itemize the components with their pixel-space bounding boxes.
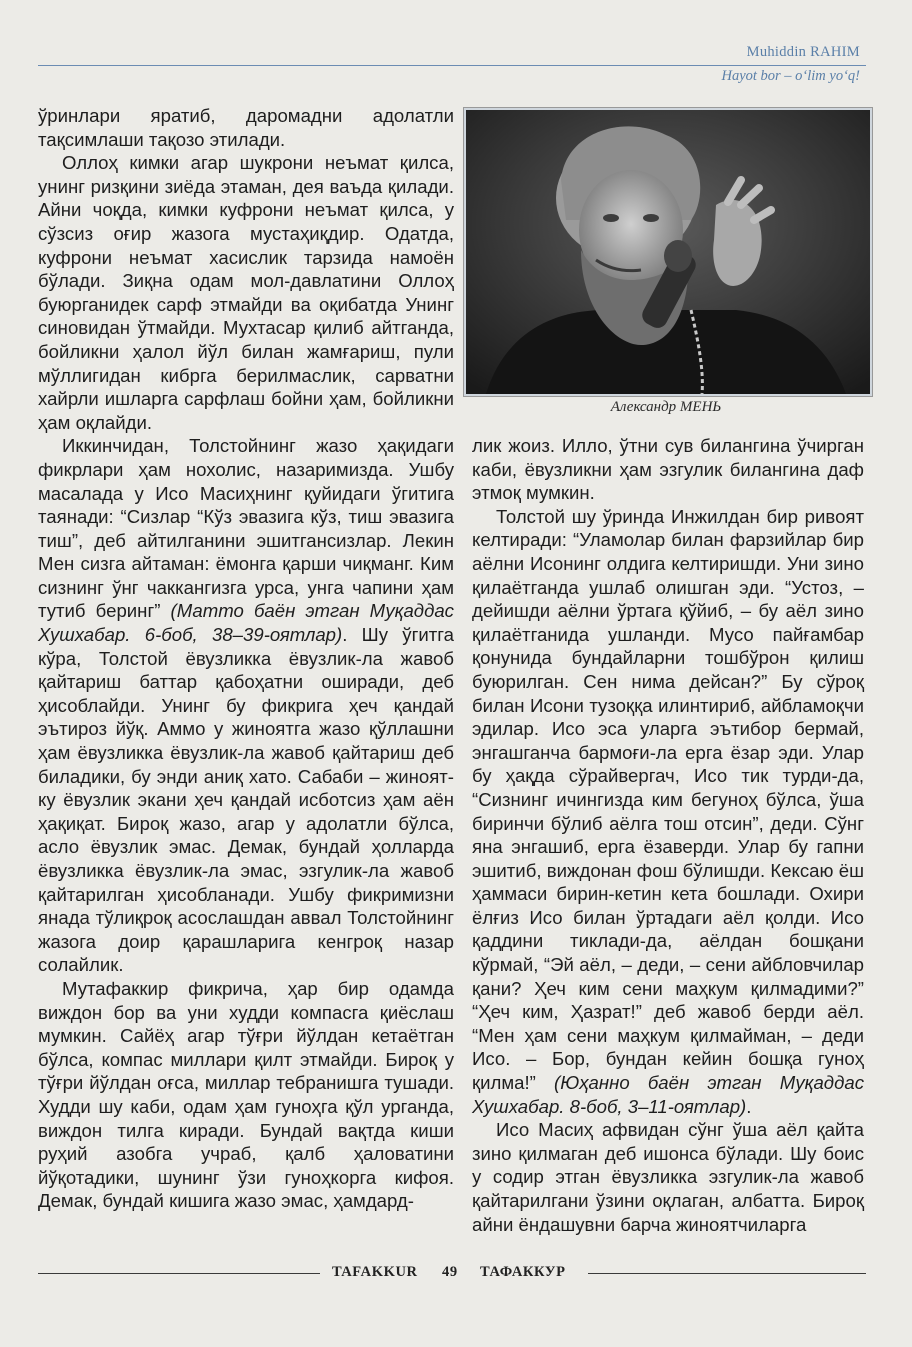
paragraph: ўринлари яратиб, даромадни адолатли тақсимлаши тақозо этилади.: [38, 105, 454, 150]
footer-rule-right: [588, 1273, 866, 1274]
portrait-photo: [464, 108, 872, 396]
header-subtitle: Hayot bor – o‘lim yo‘q!: [721, 68, 860, 84]
footer-journal-cyrillic: ТАФАККУР: [480, 1264, 566, 1280]
citation: (Юҳанно баён этган Муқаддас Хушхабар. 8-боб, 3–11-оятлар): [472, 1072, 864, 1117]
paragraph: лик жоиз. Илло, ўтни сув билангина ўчирган каби, ёвузликни ҳам эзгулик билангина даф этмоқ мумкин.: [472, 435, 864, 504]
paragraph: Толстой шу ўринда Инжилдан бир ривоят келтиради: “Уламолар билан фарзийлар бир аёлни Исонинг олдига келтиришди. Уни зино қилаётганда ушлаб олишган эди. “Устоз, – дейишди аёлни ўртага қўйиб, – бу аёл зино қилаётганида ушланди. Мусо пайғамбар қонунида бундайларни тошбўрон қилиш буюрилган. Сен нима дейсан?” Бу сўроқ билан Исони тузоққа илинтириб, айбламоқчи эдилар. Исо эса уларга эътибор бермай, энгашганча бармоғи-ла ерга ёзар эди. Улар бу ҳақда сўрайвергач, Исо тик турди-да, “Сизнинг ичингизда ким бегуноҳ бўлса, ўша биринчи бўлиб аёлга тош отсин”, деди. Сўнг яна энгашиб, ерга ёзаверди. Улар бу гапни эшитиб, виждонан фош бўлишди. Кексаю ёш ҳаммаси бирин-кетин кета бошлади. Охири ёлғиз Исо билан ўртадаги аёл қолди. Исо қаддини тиклади-да, аёлдан бошқани кўрмай, “Эй аёл, – деди, – сени айбловчилар қани? Ҳеч ким сени маҳкум қилмадими?” “Ҳеч ким, Ҳазрат!” деб жавоб берди аёл. “Мен ҳам сени маҳкум қилмайман, – деди Исо. – Бор, бундан кейин бошқа гуноҳ қилма!” (Юҳанно баён этган Муқаддас Хушхабар. 8-боб, 3–11-оятлар).: [472, 505, 864, 1117]
paragraph: Мутафаккир фикрича, ҳар бир одамда виждон бор ва уни худди компасга қиёслаш мумкин. Сайёҳ агар тўғри йўлдан кетаётган бўлса, компас миллари қилт этмайди. Бироқ у тўғри йўлдан оғса, миллар тебранишга тушади. Худди шу каби, одам ҳам гуноҳга қўл урганда, виждон тилга киради. Бундай вақтда киши руҳий азобга учраб, қалб ҳаловатини йўқотадики, шунинг ўзи гуноҳкорга кифоя. Демак, бундай кишига жазо эмас, ҳамдард-: [38, 977, 454, 1212]
running-header: [38, 40, 866, 86]
footer-journal-latin: TAFAKKUR: [332, 1264, 418, 1280]
page-number: 49: [442, 1264, 458, 1280]
left-column: [38, 104, 454, 1213]
footer-rule-left: [38, 1273, 320, 1274]
right-column: [472, 434, 864, 1236]
citation: (Матто баён этган Муқаддас Хушхабар. 6-боб, 38–39-оятлар): [38, 600, 454, 646]
page-footer: [38, 1262, 866, 1282]
header-rule: [38, 65, 866, 66]
paragraph: Исо Масиҳ афвидан сўнг ўша аёл қайта зино қилмаган деб ишонса бўлади. Шу боис у содир этган ёвузликка эзгулик-ла жавоб қайтарилгани ўзини оқлаган, албатта. Бироқ айни ёндашувни барча жиноятчиларга: [472, 1119, 864, 1235]
photo-caption: Александр МЕНЬ: [610, 399, 722, 415]
paragraph: Иккинчидан, Толстойнинг жазо ҳақидаги фикрлари ҳам нохолис, назаримизда. Ушбу масалада у Исо Масиҳнинг қуйидаги ўгитига таянади: “Сизлар “Кўз эвазига кўз, тиш эвазига тиш”, деб айтилганини эшитгансизлар. Лекин Мен сизга айтаман: ёмонга қарши чиқманг. Ким сизнинг ўнг чаккангизга урса, унга чапини ҳам тутиб беринг” (Матто баён этган Муқаддас Хушхабар. 6-боб, 38–39-оятлар). Шу ўгитга кўра, Толстой ёвузликка ёвузлик-ла жавоб қайтариш баттар қабоҳатни оширади, деб ҳисоблайди. Унинг бу фикрига ҳеч қандай эътироз йўқ. Аммо у жиноятга жазо қўллашни ҳам ёвузликка ёвузлик-ла жавоб қайтариш деб биладики, бу энди аниқ хато. Сабаби – жиноят-ку ёвузлик экани ҳеч қандай исботсиз ҳам аён ҳақиқат. Бироқ жазо, агар у адолатли бўлса, асло ёвузлик эмас. Демак, бундай ҳолларда ёвузликка ёвузлик-ла эмас, эзгулик-ла жавоб қайтарилган ҳисобланади. Ушбу фикримизни янада тўлиқроқ асослашдан аввал Толстойнинг жазога доир қарашларига кенгроқ назар солайлик.: [38, 435, 454, 976]
paragraph: Оллоҳ кимки агар шукрони неъмат қилса, унинг ризқини зиёда этаман, дея ваъда қилади. Айни чоқда, кимки куфрони неъмат қилса, у сўзсиз оғир жазога мустаҳиқдир. Одатда, куфрони неъмат хасислик тарзида намоён бўлади. Зиқна одам мол-давлатини Оллоҳ буюрганидек сарф этмайди ва оқибатда Унинг синовидан ўтмайди. Мухтасар қилиб айтганда, бойликни ҳалол йўл билан жамғариш, пули мўллигидан кибрга берилмаслик, сарватни хайрли ишларга сарфлаш бойни ҳам, бойликни ҳам оқлайди.: [38, 152, 454, 433]
header-author: Muhiddin RAHIM: [746, 44, 860, 60]
portrait-image: [466, 110, 870, 394]
